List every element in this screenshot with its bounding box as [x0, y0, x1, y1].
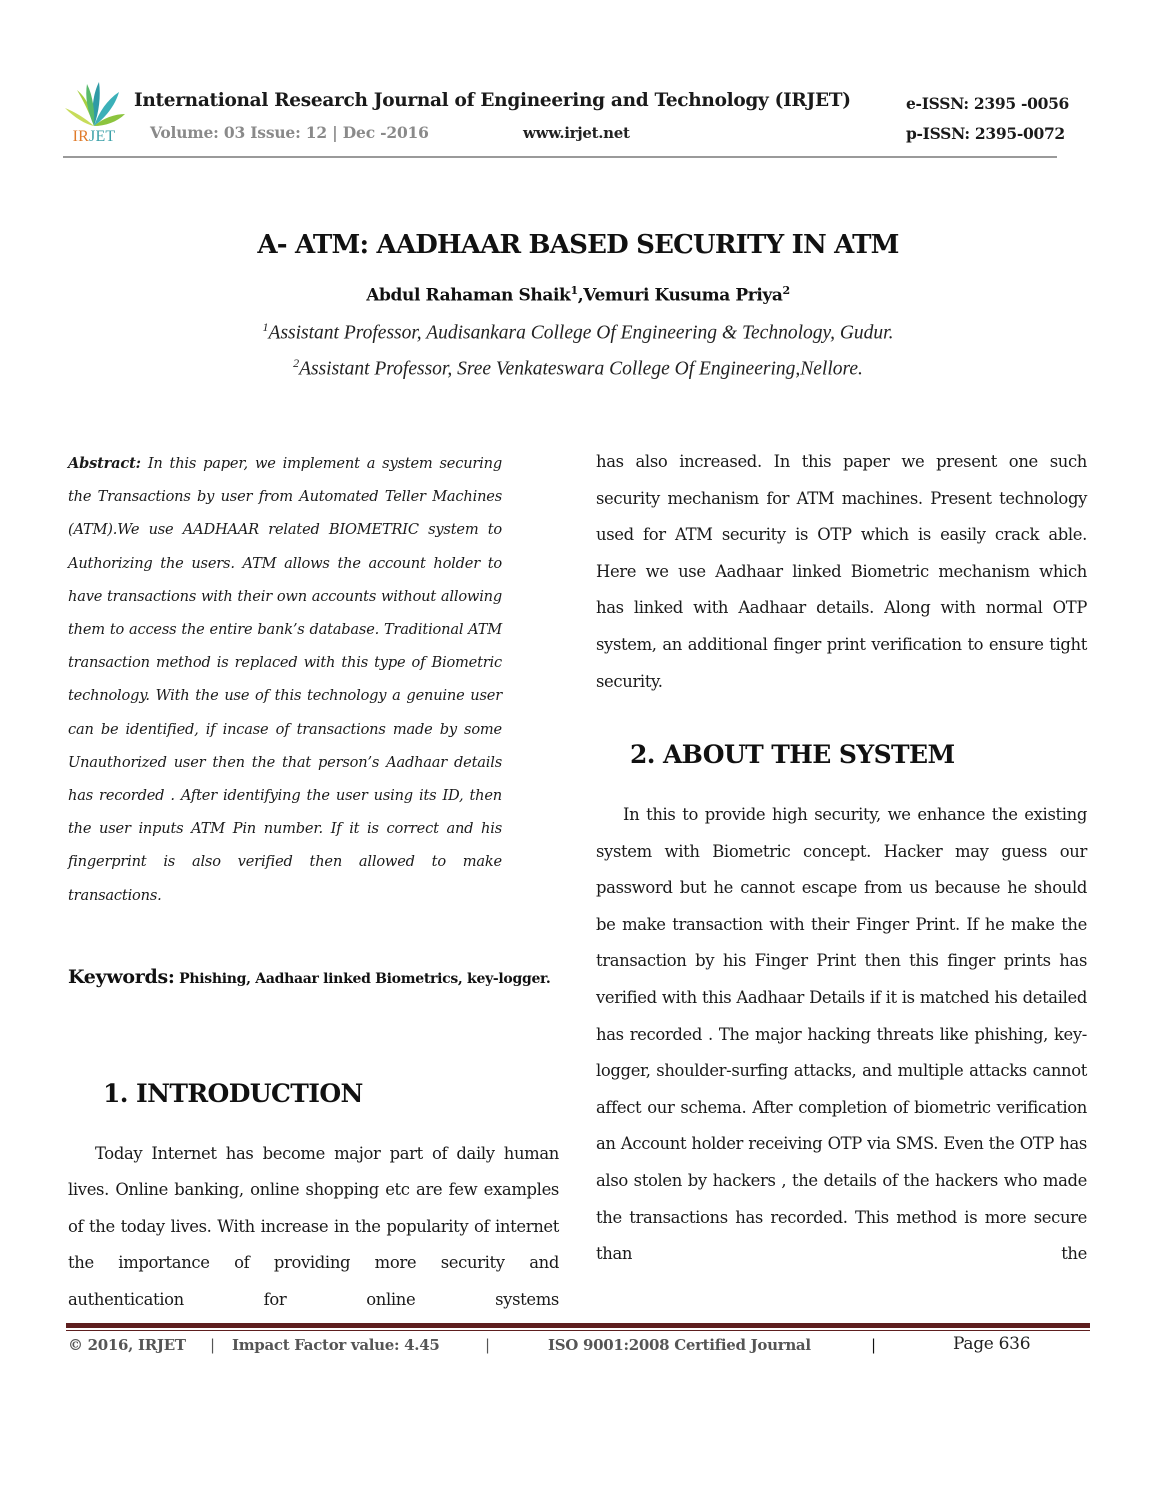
keywords [68, 966, 558, 990]
affiliation-2: $^2$Assistant Professor, Sree Venkateswara College Of Engineering,Nellore. [293, 356, 863, 380]
author-name: Vemuri Kusuma Priya [583, 285, 783, 306]
logo-text: IRJET [72, 128, 116, 145]
section-heading-about-system: 2. ABOUT THE SYSTEM [630, 740, 955, 769]
journal-title: International Research Journal of Engineering and Technology (IRJET) [134, 90, 851, 111]
footer-divider-thin [66, 1330, 1090, 1331]
footer-copyright: © 2016, IRJET [68, 1336, 186, 1354]
journal-logo [63, 80, 125, 146]
introduction-continuation: has also increased. In this paper we present one such security mechanism for ATM machines. Present technology used for ATM security is OTP which is easily crack able. Here we use Aadhaar linked Biometric mechanism which has linked with Aadhaar details. Along with normal OTP system, an additional finger print verification to ensure tight security. [596, 452, 1087, 691]
section-heading-introduction: 1. INTRODUCTION [103, 1079, 363, 1108]
author-affil-marker: 2 [782, 284, 790, 297]
footer-separator: | [871, 1336, 876, 1354]
author-list: Abdul Rahaman Shaik$^1$,Vemuri Kusuma Priya$^2$ [366, 284, 790, 306]
footer-certification: ISO 9001:2008 Certified Journal [548, 1336, 811, 1354]
footer-separator: | [485, 1336, 490, 1354]
e-issn: e-ISSN: 2395 -0056 [906, 94, 1070, 113]
introduction-paragraph: Today Internet has become major part of daily human lives. Online banking, online shopping etc are few examples of the today lives. With increase in the popularity of internet the importance of providing more security and authentication for online systems [68, 1144, 559, 1309]
keywords-text: Phishing, Aadhaar linked Biometrics, key-logger. [174, 971, 551, 987]
irjet-leaf-logo-icon [63, 80, 125, 128]
author-name: Abdul Rahaman Shaik [366, 285, 571, 306]
volume-info: Volume: 03 Issue: 12 | Dec -2016 [150, 123, 429, 142]
author-affil-marker: 1 [570, 284, 578, 297]
affiliation-1: $^1$Assistant Professor, Audisankara College Of Engineering & Technology, Gudur. [262, 320, 894, 344]
abstract [68, 447, 502, 912]
journal-website-link[interactable]: www.irjet.net [523, 124, 630, 142]
footer-separator: | [210, 1336, 215, 1354]
footer-divider-thick [66, 1323, 1090, 1328]
footer-impact-factor: Impact Factor value: 4.45 [232, 1336, 440, 1354]
keywords-label: Keywords: [68, 966, 175, 988]
header-divider [63, 156, 1057, 158]
paper-title: A- ATM: AADHAAR BASED SECURITY IN ATM [257, 230, 899, 260]
abstract-text: In this paper, we implement a system securing the Transactions by user from Automated Teller Machines (ATM).We use AADHAAR related BIOMETRIC system to Authorizing the users. ATM allows the account holder to have transactions with their own accounts without allowing them to access the entire bank’s database. Traditional ATM transaction method is replaced with this type of Biometric technology. With the use of this technology a genuine user can be identified, if incase of transactions made by some Unauthorized user then the that person’s Aadhaar details has recorded . After identifying the user using its ID, then the user inputs ATM Pin number. If it is correct and his fingerprint is also verified then allowed to make transactions. [68, 455, 502, 904]
abstract-label: Abstract: [68, 455, 141, 472]
about-system-paragraph: In this to provide high security, we enhance the existing system with Biometric concept. Hacker may guess our password but he cannot escape from us because he should be make transaction with their Finger Print. If he make the transaction by his Finger Print then this finger prints has verified with this Aadhaar Details if it is matched his detailed has recorded . The major hacking threats like phishing, key-logger, shoulder-surfing attacks, and multiple attacks cannot affect our schema. After completion of biometric verification an Account holder receiving OTP via SMS. Even the OTP has also stolen by hackers , the details of the hackers who made the transactions has recorded. This method is more secure than the [596, 805, 1087, 1264]
p-issn: p-ISSN: 2395-0072 [906, 124, 1065, 143]
page-number: Page 636 [953, 1334, 1031, 1354]
